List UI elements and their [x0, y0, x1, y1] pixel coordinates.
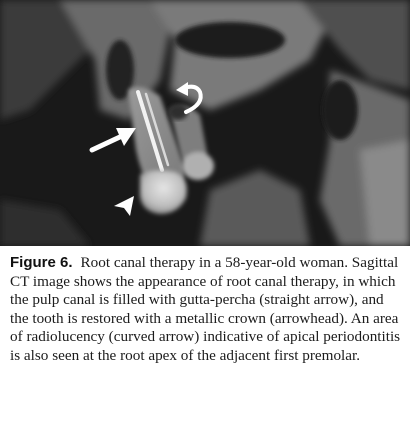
figure-caption-text: Root canal therapy in a 58-year-old woman. Sagittal CT image shows the appearance of root canal therapy, in which the pulp canal is filled with gutta-percha (straight arrow), and the tooth is restored with a metallic crown (arrowhead). An area of radiolucency (curved arrow) indicative of apical periodontitis is also seen at the root apex of the adjacent first premolar.	[10, 254, 401, 364]
figure-label: Figure 6.	[10, 254, 73, 271]
figure-caption	[10, 254, 402, 366]
